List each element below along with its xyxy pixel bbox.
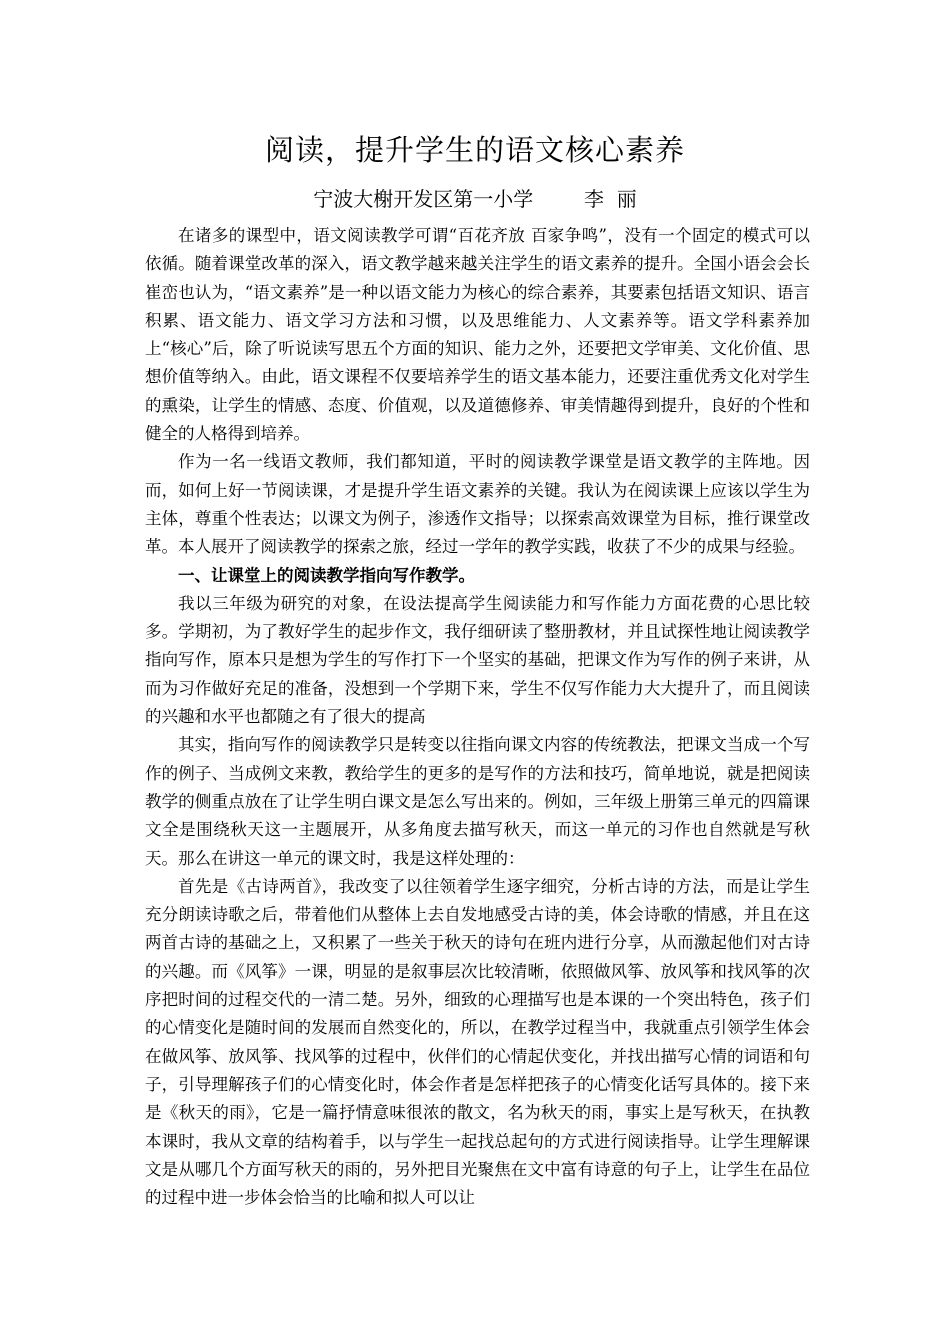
section-heading-1: 一、让课堂上的阅读教学指向写作教学。 <box>178 565 475 585</box>
paragraph-3: 我以三年级为研究的对象，在设法提高学生阅读能力和写作能力方面花费的心思比较多。学期初，为了教好学生的起步作文，我仔细研读了整册教材，并且试探性地让阅读教学指向写作，原本只是想为学生的写作打下一个坚实的基础，把课文作为写作的例子来讲，从而为习作做好充足的准备，没想到一个学期下来，学生不仅写作能力大大提升了，而且阅读的兴趣和水平也都随之有了很大的提高 <box>145 593 810 727</box>
document-body <box>145 222 810 1212</box>
document-title: 阅读，提升学生的语文核心素养 <box>264 133 685 167</box>
paragraph-2: 作为一名一线语文教师，我们都知道，平时的阅读教学课堂是语文教学的主阵地。因而，如何上好一节阅读课，才是提升学生语文素养的关键。我认为在阅读课上应该以学生为主体，尊重个性表达；以课文为例子，渗透作文指导；以探索高效课堂为目标，推行课堂改革。本人展开了阅读教学的探索之旅，经过一学年的教学实践，收获了不少的成果与经验。 <box>145 452 810 557</box>
author-byline: 宁波大榭开发区第一小学 李 丽 <box>313 187 637 211</box>
paragraph-1: 在诸多的课型中，语文阅读教学可谓“百花齐放 百家争鸣”，没有一个固定的模式可以依循。随着课堂改革的深入，语文教学越来越关注学生的语文素养的提升。全国小语会会长崔峦也认为，“语文素养”是一种以语文能力为核心的综合素养，其要素包括语文知识、语言积累、语文能力、语文学习方法和习惯，以及思维能力、人文素养等。语文学科素养加上“核心”后，除了听说读写思五个方面的知识、能力之外，还要把文学审美、文化价值、思想价值等纳入。由此，语文课程不仅要培养学生的语文基本能力，还要注重优秀文化对学生的熏染，让学生的情感、态度、价值观，以及道德修养、审美情趣得到提升，良好的个性和健全的人格得到培养。 <box>145 226 810 444</box>
paragraph-5: 首先是《古诗两首》，我改变了以往领着学生逐字细究，分析古诗的方法，而是让学生充分朗读诗歌之后，带着他们从整体上去自发地感受古诗的美，体会诗歌的情感，并且在这两首古诗的基础之上，又积累了一些关于秋天的诗句在班内进行分享，从而激起他们对古诗的兴趣。而《风筝》一课，明显的是叙事层次比较清晰，依照做风筝、放风筝和找风筝的次序把时间的过程交代的一清二楚。另外，细致的心理描写也是本课的一个突出特色，孩子们的心情变化是随时间的发展而自然变化的，所以，在教学过程当中，我就重点引领学生体会在做风筝、放风筝、找风筝的过程中，伙伴们的心情起伏变化，并找出描写心情的词语和句子，引导理解孩子们的心情变化时，体会作者是怎样把孩子的心情变化话写具体的。接下来是《秋天的雨》，它是一篇抒情意味很浓的散文，名为秋天的雨，事实上是写秋天，在执教本课时，我从文章的结构着手，以与学生一起找总起句的方式进行阅读指导。让学生理解课文是从哪几个方面写秋天的雨的，另外把目光聚焦在文中富有诗意的句子上，让学生在品位的过程中进一步体会恰当的比喻和拟人可以让 <box>145 876 810 1208</box>
paragraph-4: 其实，指向写作的阅读教学只是转变以往指向课文内容的传统教法，把课文当成一个写作的例子、当成例文来教，教给学生的更多的是写作的方法和技巧，简单地说，就是把阅读教学的侧重点放在了让学生明白课文是怎么写出来的。例如，三年级上册第三单元的四篇课文全是围绕秋天这一主题展开，从多角度去描写秋天，而这一单元的习作也自然就是写秋天。那么在讲这一单元的课文时，我是这样处理的： <box>145 735 810 868</box>
